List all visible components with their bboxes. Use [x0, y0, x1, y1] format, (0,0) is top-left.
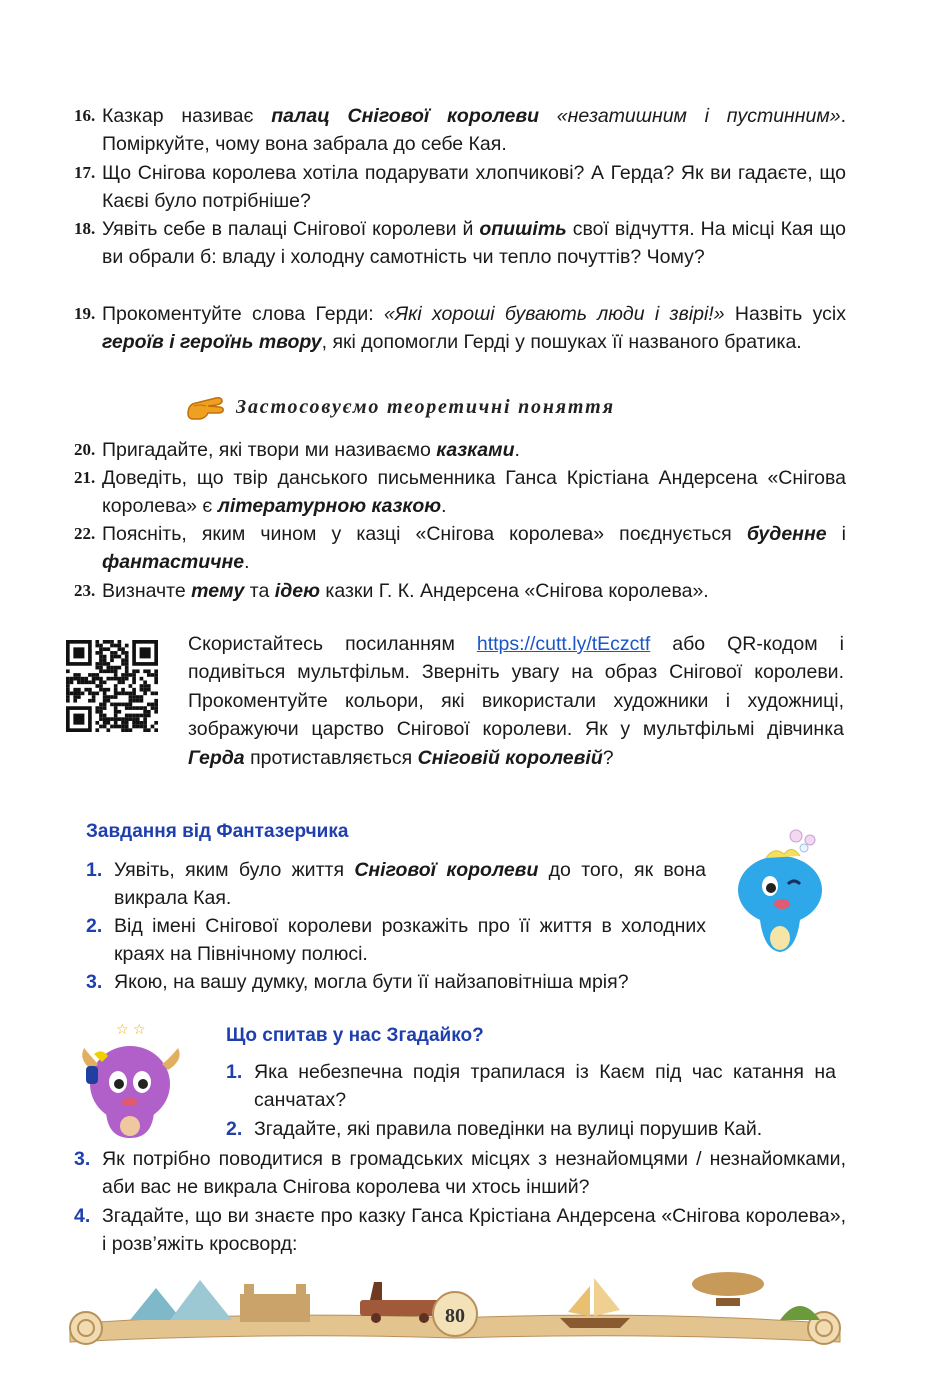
question-text: Що Снігова королева хотіла подарувати хлопчикові? А Герда? Як ви гадаєте, що Каєві було потрібніше?	[102, 162, 846, 213]
question-text: Прокоментуйте слова Герди: «Які хороші бувають люди і звірі!» Назвіть усіх героїв і героїнь твору, які допомогли Герді у пошуках її названого братика.	[102, 303, 846, 354]
item-text: Згадайте, що ви знаєте про казку Ганса Крістіана Андерсена «Снігова королева», і розв’яжіть кросворд:	[102, 1205, 846, 1256]
question-17	[74, 159, 846, 216]
question-text: Уявіть себе в палаці Снігової королеви й опишіть свої відчуття. На місці Кая що ви обрали б: владу і холодну самотність чи тепло почуттів? Чому?	[102, 218, 846, 269]
question-number: 20.	[74, 440, 96, 459]
item-number: 1.	[226, 1061, 243, 1083]
item-number: 1.	[86, 859, 103, 881]
zgadayko-item-2	[226, 1115, 836, 1143]
purple-monster-mascot	[72, 1020, 192, 1140]
question-text: Доведіть, що твір данського письменника Ганса Крістіана Андерсена «Снігова королева» є літературною казкою.	[102, 467, 846, 518]
section-heading-text: Застосовуємо теоретичні поняття	[236, 396, 615, 418]
question-21	[74, 464, 846, 521]
item-text: Уявіть, яким було життя Снігової королеви до того, як вона викрала Кая.	[114, 859, 706, 910]
item-number: 2.	[226, 1118, 243, 1140]
fantazer-title: Завдання від Фантазерчика	[86, 821, 349, 842]
fantazer-item-2	[86, 912, 706, 969]
item-number: 3.	[86, 971, 103, 993]
question-number: 21.	[74, 468, 96, 487]
blue-monster-mascot	[736, 828, 842, 956]
question-number: 22.	[74, 524, 96, 543]
question-number: 23.	[74, 581, 96, 600]
item-text: Яка небезпечна подія трапилася із Каєм під час катання на санчатах?	[254, 1061, 836, 1112]
svg-text:☆ ☆: ☆ ☆	[116, 1022, 146, 1038]
question-number: 19.	[74, 304, 96, 323]
page-number: 80	[445, 1305, 465, 1327]
question-number: 17.	[74, 163, 96, 182]
decorative-footer-band	[60, 1262, 850, 1352]
item-number: 2.	[86, 915, 103, 937]
question-18	[74, 215, 846, 272]
zgadayko-item-3	[74, 1145, 846, 1202]
section-heading	[186, 394, 746, 424]
question-text: Казкар називає палац Снігової королеви «незатишним і пустинним». Поміркуйте, чому вона забрала до себе Кая.	[102, 105, 846, 156]
item-text: Як потрібно поводитися в громадських місцях з незнайомцями / незнайомками, аби вас не викрала Снігова королева чи хтось інший?	[102, 1148, 846, 1199]
zgadayko-item-1	[226, 1058, 836, 1115]
question-text: Пригадайте, які твори ми називаємо казками.	[102, 439, 520, 461]
fantazer-item-1	[86, 856, 706, 913]
pointing-hand-icon	[186, 394, 226, 422]
item-number: 3.	[74, 1148, 91, 1170]
item-number: 4.	[74, 1205, 91, 1227]
question-23	[74, 577, 846, 605]
question-text: Визначте тему та ідею казки Г. К. Андерсена «Снігова королева».	[102, 580, 709, 602]
item-text: Якою, на вашу думку, могла бути її найзаповітніша мрія?	[114, 971, 629, 993]
zgadayko-item-4	[74, 1202, 846, 1259]
question-text: Поясніть, яким чином у казці «Снігова королева» поєднується буденне і фантастичне.	[102, 523, 847, 574]
question-20	[74, 436, 846, 464]
item-text: Згадайте, які правила поведінки на вулиці порушив Кай.	[254, 1118, 763, 1140]
zgadayko-title: Що спитав у нас Згадайко?	[226, 1025, 484, 1046]
question-16	[74, 102, 846, 159]
question-19	[74, 300, 846, 357]
qr-instructions: Скористайтесь посиланням https://cutt.ly/tEczctf або QR-кодом і подивіться мультфільм. Зверніть увагу на образ Снігової королеви. Прокоментуйте кольори, які використали художники і художниці, зображуючи царство Снігової королеви. Як у мультфільмі дівчинка Герда протиставляється Сніговій королевій?	[188, 633, 844, 769]
qr-code-icon[interactable]	[66, 640, 158, 732]
item-text: Від імені Снігової королеви розкажіть про її життя в холодних краях на Північному полюсі.	[114, 915, 706, 966]
fantazer-item-3	[86, 968, 706, 996]
question-number: 18.	[74, 219, 96, 238]
question-22	[74, 520, 846, 577]
question-number: 16.	[74, 106, 96, 125]
